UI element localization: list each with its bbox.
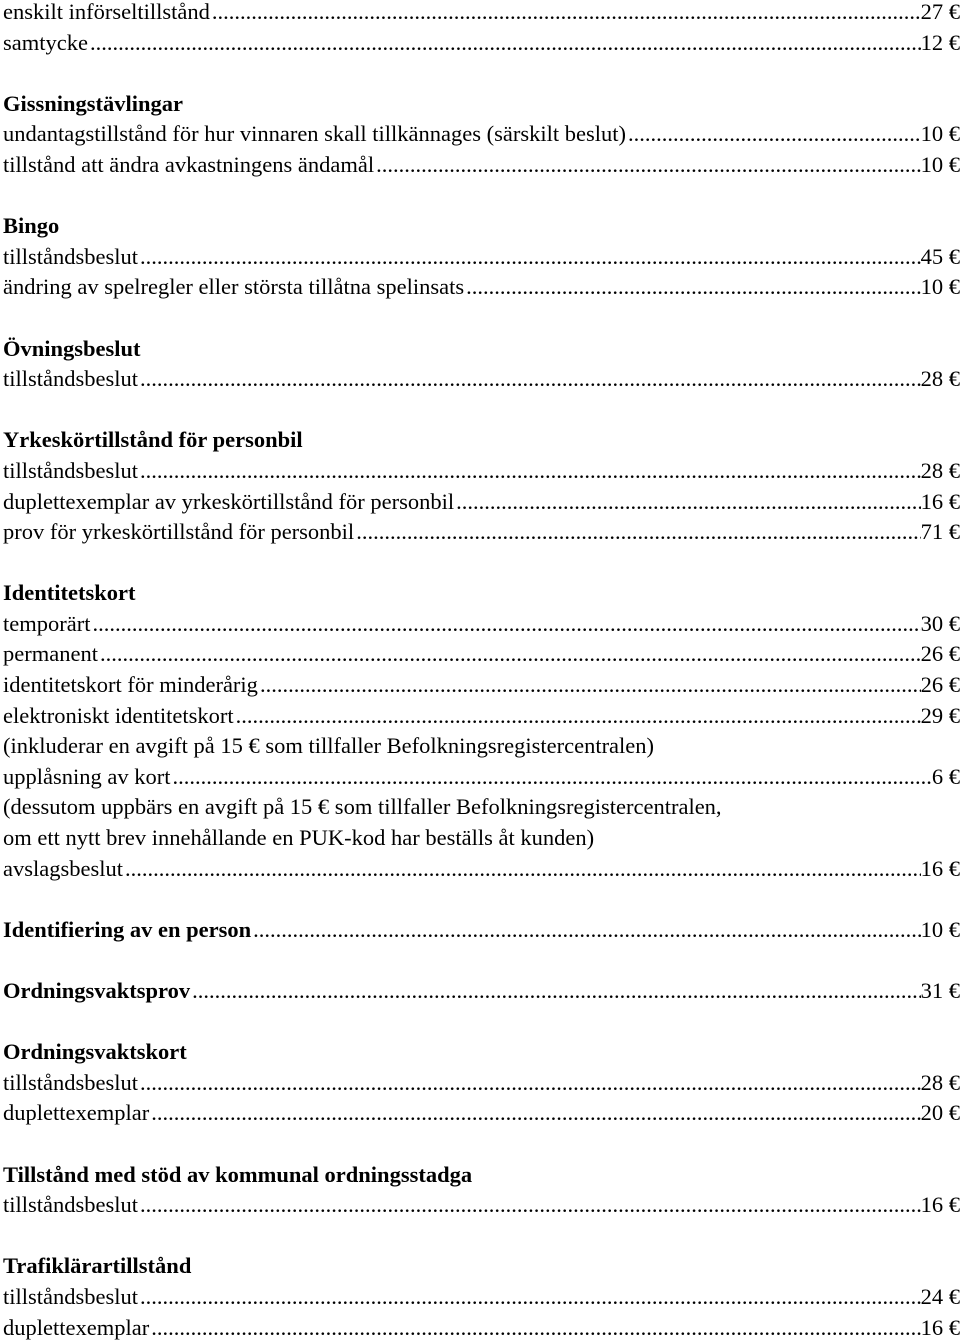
fee-row — [3, 670, 960, 701]
fee-price: 10 € — [920, 151, 960, 177]
fee-row — [3, 1098, 960, 1129]
fee-row — [3, 242, 960, 273]
fee-row — [3, 150, 960, 181]
fee-row — [3, 517, 960, 548]
fee-row — [3, 364, 960, 395]
fee-price: 45 € — [920, 243, 960, 269]
spacer — [3, 1221, 960, 1252]
fee-row — [3, 1313, 960, 1343]
fee-price: 30 € — [920, 610, 960, 636]
fee-price: 20 € — [920, 1100, 960, 1126]
spacer — [3, 303, 960, 334]
section-heading: Gissningstävlingar — [3, 90, 184, 116]
spacer — [3, 548, 960, 579]
fee-label: tillståndsbeslut — [3, 1069, 138, 1095]
section-heading: Ordningsvaktsprov — [3, 978, 191, 1003]
fee-label: duplettexemplar — [3, 1100, 150, 1126]
dot-leader — [140, 364, 921, 395]
dot-leader — [125, 854, 921, 885]
fee-row — [3, 1282, 960, 1313]
fee-price: 29 € — [920, 702, 960, 728]
fee-label: undantagstillstånd för hur vinnaren skall tillkännages (särskilt beslut) — [3, 121, 626, 147]
fee-price: 10 € — [920, 274, 960, 300]
spacer — [3, 1007, 960, 1038]
fee-row — [3, 272, 960, 303]
fee-label: tillståndsbeslut — [3, 1283, 138, 1309]
fee-price: 24 € — [920, 1283, 960, 1309]
dot-leader — [140, 1190, 921, 1221]
fee-label: samtycke — [3, 29, 88, 55]
fee-label: elektroniskt identitetskort — [3, 702, 234, 728]
dot-leader — [356, 517, 920, 548]
fee-price: 6 € — [931, 763, 960, 789]
section-heading: Tillstånd med stöd av kommunal ordningsstadga — [3, 1161, 473, 1187]
dot-leader — [628, 119, 921, 150]
fee-note: (dessutom uppbärs en avgift på 15 € som tillfaller Befolkningsregistercentralen, — [3, 794, 722, 820]
dot-leader — [253, 915, 920, 946]
fee-label: permanent — [3, 641, 98, 667]
fee-price: 16 € — [920, 1192, 960, 1218]
section-heading: Övningsbeslut — [3, 335, 141, 361]
fee-row — [3, 762, 960, 793]
fee-note: om ett nytt brev innehållande en PUK-kod har beställs åt kunden) — [3, 825, 595, 851]
dot-leader — [260, 670, 921, 701]
fee-price: 28 € — [920, 1069, 960, 1095]
dot-leader — [236, 701, 921, 732]
fee-label: upplåsning av kort — [3, 763, 171, 789]
fee-price: 28 € — [920, 457, 960, 483]
dot-leader — [172, 762, 931, 793]
fee-label: duplettexemplar av yrkeskörtillstånd för personbil — [3, 488, 455, 514]
fee-label: tillståndsbeslut — [3, 1192, 138, 1218]
fee-label: tillståndsbeslut — [3, 243, 138, 269]
dot-leader — [92, 609, 920, 640]
dot-leader — [376, 150, 920, 181]
spacer — [3, 1129, 960, 1160]
spacer — [3, 884, 960, 915]
dot-leader — [151, 1098, 920, 1129]
fee-label: temporärt — [3, 610, 91, 636]
section-heading: Ordningsvaktskort — [3, 1039, 187, 1065]
fee-row — [3, 0, 960, 28]
fee-row — [3, 639, 960, 670]
fee-row — [3, 487, 960, 518]
section-heading: Trafiklärartillstånd — [3, 1253, 192, 1279]
fee-price: 26 € — [920, 641, 960, 667]
fee-row — [3, 609, 960, 640]
fee-label: avslagsbeslut — [3, 855, 123, 881]
spacer — [3, 395, 960, 426]
spacer — [3, 58, 960, 89]
fee-row — [3, 1068, 960, 1099]
fee-note: (inkluderar en avgift på 15 € som tillfaller Befolkningsregistercentralen) — [3, 733, 655, 759]
fee-label: prov för yrkeskörtillstånd för personbil — [3, 519, 355, 545]
dot-leader — [140, 242, 921, 273]
fee-price: 28 € — [920, 366, 960, 392]
dot-leader — [466, 272, 921, 303]
fee-price: 16 € — [920, 1314, 960, 1340]
fee-row — [3, 28, 960, 59]
fee-row — [3, 1190, 960, 1221]
dot-leader — [140, 1282, 921, 1313]
fee-label: tillståndsbeslut — [3, 366, 138, 392]
fee-price: 27 € — [920, 0, 960, 24]
section-heading: Identitetskort — [3, 580, 136, 606]
fee-row — [3, 701, 960, 732]
fee-label: enskilt införseltillstånd — [3, 0, 210, 24]
fee-row — [3, 854, 960, 885]
fee-price: 16 € — [920, 855, 960, 881]
section-heading: Yrkeskörtillstånd för personbil — [3, 427, 303, 453]
spacer — [3, 945, 960, 976]
fee-label: ändring av spelregler eller största tillåtna spelinsats — [3, 274, 465, 300]
section-heading: Bingo — [3, 213, 60, 239]
fee-list — [3, 0, 960, 1343]
spacer — [3, 181, 960, 212]
fee-price: 10 € — [920, 916, 960, 942]
fee-row — [3, 915, 960, 946]
fee-price: 31 € — [920, 978, 960, 1003]
fee-row — [3, 456, 960, 487]
fee-label: tillståndsbeslut — [3, 457, 138, 483]
fee-price: 10 € — [920, 121, 960, 147]
dot-leader — [212, 0, 921, 28]
dot-leader — [140, 1068, 921, 1099]
fee-label: tillstånd att ändra avkastningens ändamål — [3, 151, 375, 177]
dot-leader — [90, 28, 921, 59]
fee-row — [3, 976, 960, 1007]
fee-label: identitetskort för minderårig — [3, 672, 258, 698]
fee-row — [3, 119, 960, 150]
fee-price: 26 € — [920, 672, 960, 698]
fee-price: 16 € — [920, 488, 960, 514]
section-heading: Identifiering av en person — [3, 916, 252, 942]
fee-price: 12 € — [920, 29, 960, 55]
dot-leader — [140, 456, 921, 487]
dot-leader — [456, 487, 920, 518]
dot-leader — [151, 1313, 920, 1343]
dot-leader — [100, 639, 921, 670]
fee-label: duplettexemplar — [3, 1314, 150, 1340]
fee-price: 71 € — [920, 519, 960, 545]
dot-leader — [192, 976, 920, 1007]
